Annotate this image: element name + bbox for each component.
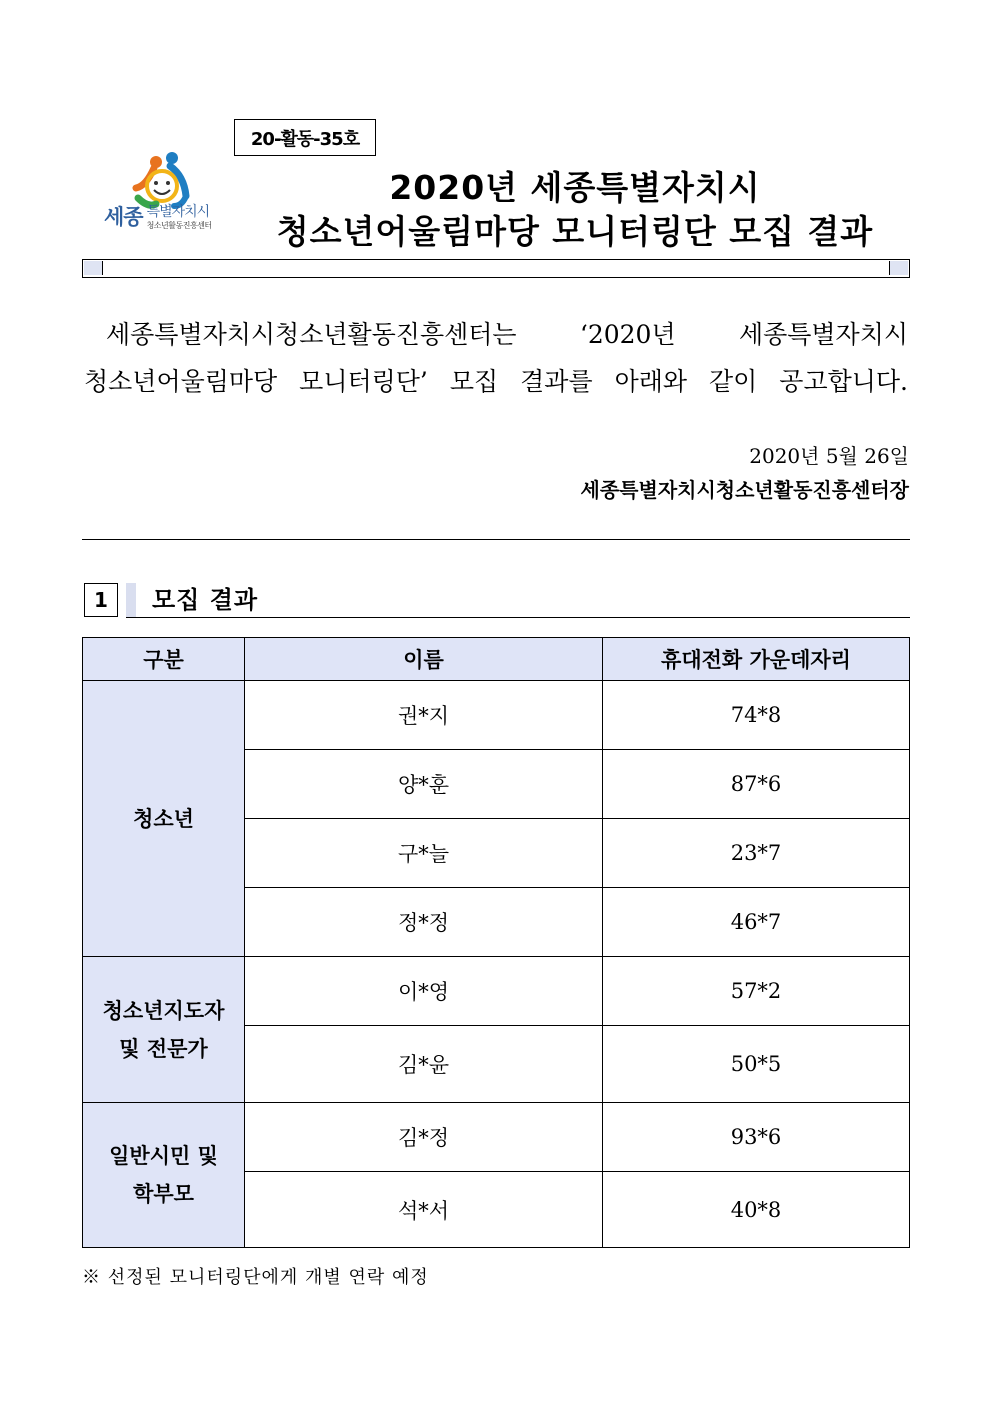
header-phone: 휴대전화 가운데자리 [603, 638, 910, 681]
logo-wordmark [104, 204, 212, 232]
table-row [83, 1103, 910, 1172]
section-underline [126, 617, 910, 618]
group-label-youth [83, 681, 245, 957]
phone-cell: 87*6 [603, 750, 910, 819]
phone-cell: 23*7 [603, 819, 910, 888]
document-number-box: 20-활동-35호 [234, 119, 376, 156]
name-cell: 김*윤 [245, 1026, 603, 1103]
group-label-line: 학부모 [133, 1181, 194, 1206]
title-line-1: 2020년 세종특별자치시 [389, 168, 761, 207]
results-table [82, 637, 910, 1248]
name-cell: 이*영 [245, 957, 603, 1026]
name-cell: 권*지 [245, 681, 603, 750]
document-title [240, 166, 910, 254]
footnote: ※ 선정된 모니터링단에게 개별 연락 예정 [82, 1267, 429, 1288]
header-name: 이름 [245, 638, 603, 681]
intro-line-1: 세종특별자치시청소년활동진흥센터는 ‘2020년 세종특별자치시 [106, 320, 908, 349]
section-title: 모집 결과 [152, 586, 259, 614]
phone-cell: 40*8 [603, 1172, 910, 1248]
group-label-citizens [83, 1103, 245, 1248]
group-label-line: 청소년 [133, 805, 194, 831]
group-label-line: 및 전문가 [119, 1035, 208, 1061]
name-cell: 석*서 [245, 1172, 603, 1248]
announcement-issuer: 세종특별자치시청소년활동진흥센터장 [580, 478, 909, 502]
phone-cell: 74*8 [603, 681, 910, 750]
section-divider [82, 539, 910, 540]
phone-cell: 57*2 [603, 957, 910, 1026]
name-cell: 구*늘 [245, 819, 603, 888]
group-label-leaders [83, 957, 245, 1103]
phone-cell: 93*6 [603, 1103, 910, 1172]
group-label-line: 일반시민 및 [109, 1143, 218, 1168]
title-bar-right-square [889, 261, 908, 275]
group-label-line: 청소년지도자 [102, 997, 225, 1023]
section-accent-bar [126, 583, 136, 617]
title-decoration-bar [82, 259, 910, 278]
phone-cell: 46*7 [603, 888, 910, 957]
intro-paragraph [84, 311, 908, 405]
name-cell: 김*정 [245, 1103, 603, 1172]
intro-line-2: 청소년어울림마당 모니터링단’ 모집 결과를 아래와 같이 공고합니다. [84, 367, 908, 396]
phone-cell: 50*5 [603, 1026, 910, 1103]
header-category: 구분 [83, 638, 245, 681]
table-header-row [83, 638, 910, 681]
title-bar-left-square [84, 261, 103, 275]
logo-sub-text: 청소년활동진흥센터 [146, 221, 212, 230]
name-cell: 정*정 [245, 888, 603, 957]
logo-main-text: 세종 [104, 205, 143, 229]
table-row [83, 681, 910, 750]
section-number: 1 [84, 583, 118, 617]
name-cell: 양*훈 [245, 750, 603, 819]
logo-city-text: 특별자치시 [146, 204, 210, 220]
table-row [83, 957, 910, 1026]
title-line-2: 청소년어울림마당 모니터링단 모집 결과 [276, 212, 874, 251]
announcement-date: 2020년 5월 26일 [749, 444, 909, 468]
